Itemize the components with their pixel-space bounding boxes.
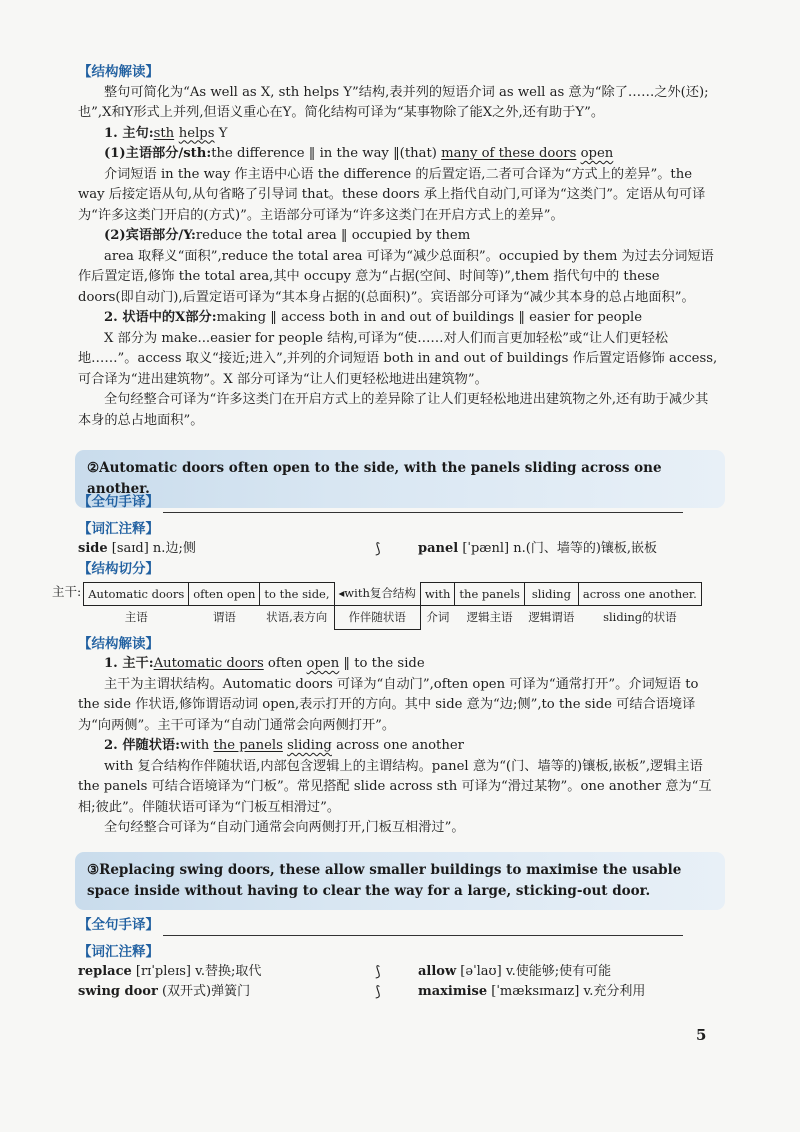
vocab-entry-swing-door: swing door (双开式)弹簧门 <box>78 984 251 999</box>
seg-label: 介词 <box>426 610 450 625</box>
seg-label: 主语 <box>124 610 148 625</box>
segmentation-table <box>83 582 702 630</box>
subject-line: (1)主语部分/sth:the difference ‖ in the way ‖(that) many of these doors open <box>104 146 614 161</box>
object-line: (2)宾语部分/Y:reduce the total area ‖ occupied by them <box>104 228 471 243</box>
vocab-header: 【词汇注释】 <box>78 943 159 960</box>
accompanying-adverbial-explanation: with 复合结构作伴随状语,内部包含逻辑上的主谓结构。panel 意为“(门、墙等的)镶板,嵌板”,逻辑主语 the panels 可结合语境译为“门板”。常见搭配 slide across sth 可译为“滑过某物”。one another 意为“互相;彼此”。伴随状语可译为“门板互相滑过”。 <box>78 758 712 815</box>
sentence-2-text: ②Automatic doors often open to the side, with the panels sliding across one another. <box>87 460 662 497</box>
segmentation-header: 【结构切分】 <box>78 561 159 577</box>
seg-predicate: often open <box>189 582 260 606</box>
segmentation-diagram <box>52 582 718 630</box>
separator-icon: ⟆ <box>375 964 381 980</box>
arrow-left-icon: ◂ <box>338 586 345 601</box>
separator-icon: ⟆ <box>375 541 381 557</box>
accompanying-adverbial-line: 2. 伴随状语:with the panels sliding across one another <box>104 738 464 753</box>
full-translation: 全句经整合可译为“自动门通常会向两侧打开,门板互相滑过”。 <box>104 820 465 835</box>
sentence-3-text: ③Replacing swing doors, these allow smaller buildings to maximise the usable space inside without having to clear the way for a large, sticking-out door. <box>87 862 682 899</box>
segmentation-prefix: 主干: <box>52 583 82 599</box>
vocab-entry-maximise: maximise [ˈmæksɪmaɪz] v.充分利用 <box>418 984 646 999</box>
translation-prompt: 【全句手译】 <box>78 915 718 936</box>
vocab-entry-panel: panel [ˈpænl] n.(门、墙等的)镶板,嵌板 <box>418 541 658 556</box>
seg-sliding-adverbial: across one another. <box>578 582 701 606</box>
seg-logic-subject: the panels <box>455 582 525 606</box>
seg-adverbial: to the side, <box>260 582 334 606</box>
vocab-entry-side: side [saɪd] n.边;侧 <box>78 541 196 556</box>
main-trunk-line: 1. 主干:Automatic doors often open ‖ to the side <box>104 656 425 671</box>
main-clause-line: 1. 主句:sth helps Y <box>104 125 228 141</box>
seg-subject: Automatic doors <box>84 582 189 606</box>
object-explanation: area 取释义“面积”,reduce the total area 可译为“减少总面积”。occupied by them 为过去分词短语作后置定语,修饰 the total area,其中 occupy 意为“占据(空间、时间等)”,them 指代句中的 these doors(即自动门),后置定语可译为“其本身占据的(总面积)”。宾语部分可译为“减少其本身的总占地面积”。 <box>78 248 714 305</box>
translation-blank[interactable] <box>163 496 683 513</box>
seg-prep: with <box>420 582 455 606</box>
seg-label: 逻辑谓语 <box>528 610 575 625</box>
seg-label: 状语,表方向 <box>266 610 328 625</box>
intro-paragraph: 整句可简化为“As well as X, sth helps Y”结构,表并列的短语介词 as well as 意为“除了……之外(还);也”,X和Y形式上并列,但语义重心在Y。简化结构可译为“某事物除了能X之外,还有助于Y”。 <box>78 84 709 120</box>
vocab-entry-replace: replace [rɪˈpleɪs] v.替换;取代 <box>78 964 262 979</box>
sentence-3-banner <box>75 852 725 910</box>
main-trunk-explanation: 主干为主谓状结构。Automatic doors 可译为“自动门”,often open 可译为“通常打开”。介词短语 to the side 作状语,修饰谓语动词 open,表示打开的方向。其中 side 意为“边;侧”,to the side 可结合语境译为“向两侧”。主干可译为“自动门通常会向两侧打开”。 <box>78 676 699 733</box>
seg-with-structure: ◂with复合结构 <box>338 586 416 601</box>
sentence-3-section <box>78 915 718 1002</box>
vocab-row <box>78 962 718 982</box>
translation-prompt: 【全句手译】 <box>78 492 718 513</box>
seg-label: 作伴随状语 <box>334 606 420 630</box>
page-number: 5 <box>696 1026 707 1044</box>
adverbial-explanation: X 部分为 make...easier for people 结构,可译为“使……对人们而言更加轻松”或“让人们更轻松地……”。access 取义“接近;进入”,并列的介词短语 both in and out of buildings 作后置定语修饰 access,可合译为“进出建筑物”。X 部分可译为“让人们更轻松地进出建筑物”。 <box>78 330 718 387</box>
vocab-row <box>78 539 718 559</box>
section-header: 【结构解读】 <box>78 64 159 80</box>
sentence-2-section <box>52 492 718 839</box>
separator-icon: ⟆ <box>375 984 381 1000</box>
section-structure-analysis-1 <box>78 62 718 431</box>
translation-blank[interactable] <box>163 919 683 936</box>
seg-label: 谓语 <box>212 610 236 625</box>
structure-header: 【结构解读】 <box>78 635 159 652</box>
seg-label: sliding的状语 <box>603 610 677 625</box>
vocab-header: 【词汇注释】 <box>78 520 159 537</box>
subject-explanation: 介词短语 in the way 作主语中心语 the difference 的后置定语,二者可合译为“方式上的差异”。the way 后接定语从句,从句省略了引导词 that。these doors 承上指代自动门,可译为“这类门”。定语从句可译为“许多这类门开启的(方式)”。主语部分可译为“许多这类门在开启方式上的差异”。 <box>78 166 706 223</box>
vocab-entry-allow: allow [əˈlaʊ] v.使能够;使有可能 <box>418 964 612 979</box>
full-translation: 全句经整合可译为“许多这类门在开启方式上的差异除了让人们更轻松地进出建筑物之外,还有助于减少其本身的总占地面积”。 <box>78 392 709 428</box>
seg-label: 逻辑主语 <box>466 610 513 625</box>
seg-logic-predicate: sliding <box>524 582 578 606</box>
vocab-row <box>78 982 718 1002</box>
adverbial-line: 2. 状语中的X部分:making ‖ access both in and out of buildings ‖ easier for people <box>104 310 643 325</box>
